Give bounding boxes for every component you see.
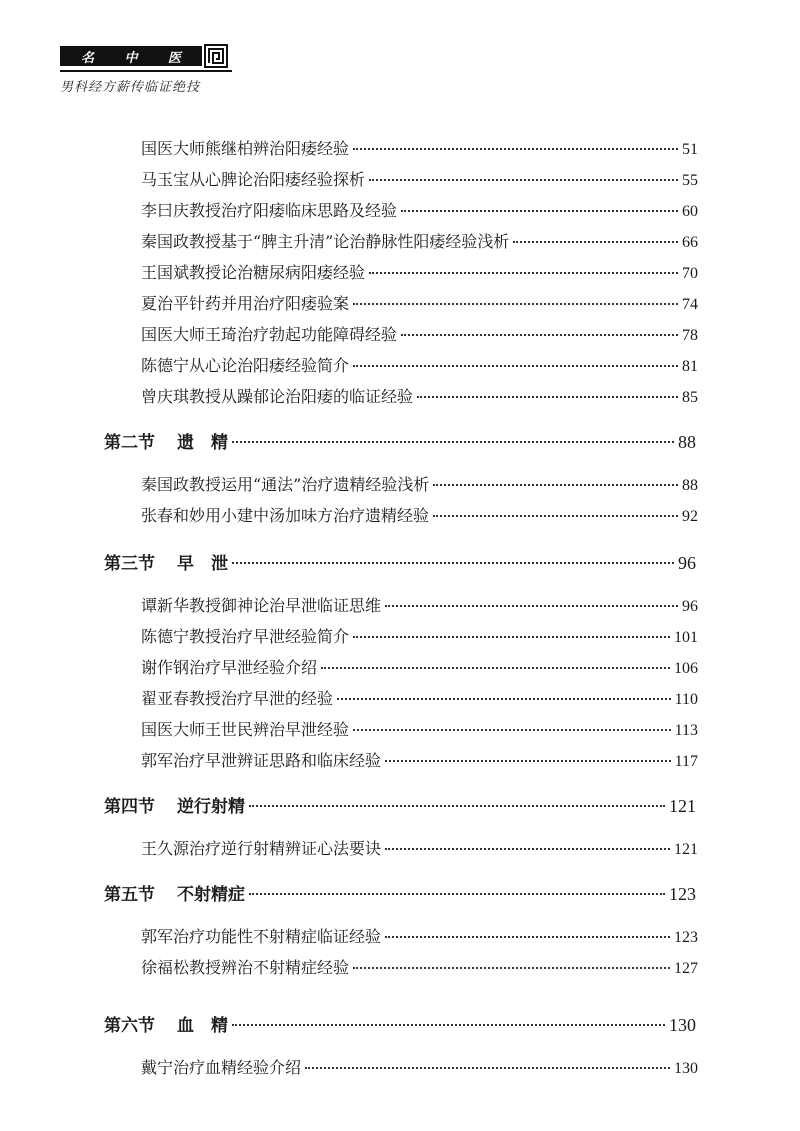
dot-leader <box>385 605 678 607</box>
entry-title: 郭军治疗功能性不射精症临证经验 <box>141 927 382 946</box>
page-number: 123 <box>669 884 696 904</box>
dot-leader <box>353 365 678 367</box>
page-number: 74 <box>682 296 698 313</box>
page-number: 121 <box>669 796 696 816</box>
dot-leader <box>417 396 678 398</box>
entry-title: 郭军治疗早泄辨证思路和临床经验 <box>141 751 382 770</box>
entry-title: 谭新华教授御神论治早泄临证思维 <box>141 596 382 615</box>
toc-entry-row[interactable] <box>141 655 698 678</box>
page-number: 88 <box>678 432 696 452</box>
entry-title: 王国斌教授论治糖尿病阳痿经验 <box>141 263 366 282</box>
section-number: 第六节 <box>104 1016 155 1036</box>
entry-title: 谢作钢治疗早泄经验介绍 <box>141 658 318 677</box>
toc-entry-row[interactable] <box>141 503 698 526</box>
page-number: 85 <box>682 389 698 406</box>
dot-leader <box>353 729 671 731</box>
toc-entry-row[interactable] <box>141 229 698 252</box>
toc-section-row[interactable] <box>104 428 696 453</box>
dot-leader <box>353 967 670 969</box>
page-number: 92 <box>682 508 698 525</box>
entry-title: 翟亚春教授治疗早泄的经验 <box>141 689 334 708</box>
dot-leader <box>249 893 665 895</box>
dot-leader <box>353 303 678 305</box>
toc-section-row[interactable] <box>104 1011 696 1036</box>
entry-title: 徐福松教授辨治不射精症经验 <box>141 958 350 977</box>
entry-title: 夏治平针药并用治疗阳痿验案 <box>141 294 350 313</box>
book-subtitle: 男科经方薪传临证绝技 <box>60 80 201 95</box>
dot-leader <box>353 636 670 638</box>
dot-leader <box>305 1067 670 1069</box>
dot-leader <box>385 936 670 938</box>
toc-entry-row[interactable] <box>141 260 698 283</box>
page-number: 66 <box>682 234 698 251</box>
dot-leader <box>433 484 678 486</box>
banner-char-1: 名 <box>81 50 95 66</box>
entry-title: 陈德宁教授治疗早泄经验简介 <box>141 627 350 646</box>
section-number: 第二节 <box>104 433 155 453</box>
page-number: 130 <box>674 1060 698 1077</box>
banner-char-3: 医 <box>167 50 181 66</box>
entry-title: 国医大师王琦治疗勃起功能障碍经验 <box>141 325 398 344</box>
dot-leader <box>321 667 670 669</box>
toc-section-row[interactable] <box>104 792 696 817</box>
page-number: 88 <box>682 477 698 494</box>
section-title: 早 泄 <box>177 554 228 574</box>
toc-section-row[interactable] <box>104 549 696 574</box>
toc-section-row[interactable] <box>104 880 696 905</box>
page-number: 121 <box>674 841 698 858</box>
toc-entry-row[interactable] <box>141 955 698 978</box>
toc-entry-row[interactable] <box>141 748 698 771</box>
entry-title: 李曰庆教授治疗阳痿临床思路及经验 <box>141 201 398 220</box>
toc-entry-row[interactable] <box>141 136 698 159</box>
section-title: 遗 精 <box>177 433 228 453</box>
entry-title: 秦国政教授基于“脾主升清”论治静脉性阳痿经验浅析 <box>141 232 510 251</box>
toc-entry-row[interactable] <box>141 322 698 345</box>
page-number: 117 <box>674 753 698 770</box>
page-number: 78 <box>682 327 698 344</box>
page-number: 70 <box>682 265 698 282</box>
entry-title: 曾庆琪教授从躁郁论治阳痿的临证经验 <box>141 387 414 406</box>
dot-leader <box>401 334 678 336</box>
section-title: 不射精症 <box>177 885 245 905</box>
toc-entry-row[interactable] <box>141 593 698 616</box>
entry-title: 国医大师熊继柏辨治阳痿经验 <box>141 139 350 158</box>
dot-leader <box>369 272 678 274</box>
entry-title: 戴宁治疗血精经验介绍 <box>141 1058 302 1077</box>
dot-leader <box>433 515 678 517</box>
toc-entry-row[interactable] <box>141 167 698 190</box>
toc-entry-row[interactable] <box>141 291 698 314</box>
toc-entry-row[interactable] <box>141 472 698 495</box>
dot-leader <box>513 241 678 243</box>
section-number: 第四节 <box>104 797 155 817</box>
page-number: 123 <box>674 929 698 946</box>
entry-title: 陈德宁从心论治阳痿经验简介 <box>141 356 350 375</box>
entry-title: 张春和妙用小建中汤加味方治疗遗精经验 <box>141 506 430 525</box>
toc-entry-row[interactable] <box>141 924 698 947</box>
toc-entry-row[interactable] <box>141 198 698 221</box>
dot-leader <box>401 210 678 212</box>
entry-title: 马玉宝从心脾论治阳痿经验探析 <box>141 170 366 189</box>
toc-entry-row[interactable] <box>141 624 698 647</box>
section-number: 第五节 <box>104 885 155 905</box>
header-banner <box>60 46 202 66</box>
dot-leader <box>232 441 674 443</box>
dot-leader <box>232 562 674 564</box>
section-title: 逆行射精 <box>177 797 245 817</box>
toc-entry-row[interactable] <box>141 1055 698 1078</box>
page-number: 127 <box>674 960 698 977</box>
page-number: 101 <box>674 629 698 646</box>
page-number: 113 <box>674 722 698 739</box>
section-number: 第三节 <box>104 554 155 574</box>
page-number: 51 <box>682 141 698 158</box>
banner-char-2: 中 <box>124 50 138 66</box>
section-title: 血 精 <box>177 1016 228 1036</box>
dot-leader <box>337 698 671 700</box>
toc-entry-row[interactable] <box>141 717 698 740</box>
entry-title: 国医大师王世民辨治早泄经验 <box>141 720 350 739</box>
page-number: 96 <box>678 553 696 573</box>
page-number: 81 <box>682 358 698 375</box>
entry-title: 王久源治疗逆行射精辨证心法要诀 <box>141 839 382 858</box>
page-number: 110 <box>674 691 698 708</box>
toc-entry-row[interactable] <box>141 384 698 407</box>
page-number: 106 <box>674 660 698 677</box>
page-number: 55 <box>682 172 698 189</box>
page-number: 60 <box>682 203 698 220</box>
dot-leader <box>385 848 670 850</box>
dot-leader <box>353 148 678 150</box>
entry-title: 秦国政教授运用“通法”治疗遗精经验浅析 <box>141 475 430 494</box>
dot-leader <box>249 805 665 807</box>
dot-leader <box>232 1024 665 1026</box>
dot-leader <box>385 760 671 762</box>
header-rule <box>60 70 232 72</box>
page-number: 96 <box>682 598 698 615</box>
toc-entry-row[interactable] <box>141 353 698 376</box>
toc-entry-row[interactable] <box>141 836 698 859</box>
toc-entry-row[interactable] <box>141 686 698 709</box>
page-number: 130 <box>669 1015 696 1035</box>
dot-leader <box>369 179 678 181</box>
meander-ornament-icon <box>204 44 228 68</box>
